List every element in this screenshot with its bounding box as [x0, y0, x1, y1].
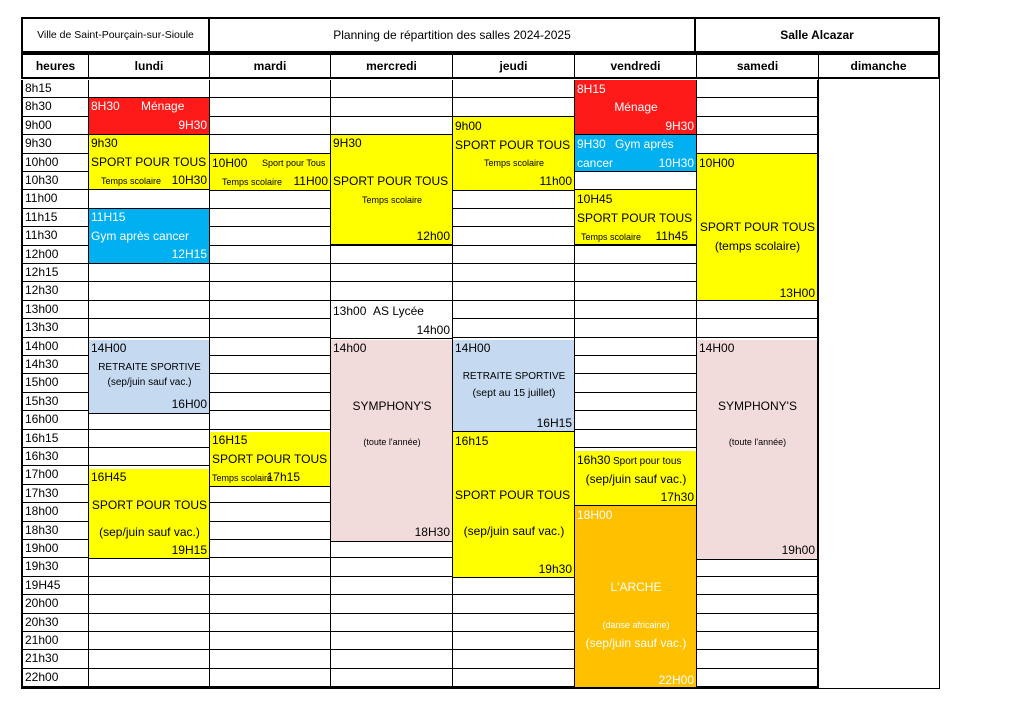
- event-end: 12H15: [171, 246, 207, 261]
- time-label: 20h30: [21, 614, 89, 632]
- event-end: 11H00: [293, 173, 328, 188]
- schedule-cell: [210, 595, 331, 613]
- schedule-cell: [210, 98, 331, 116]
- schedule-cell: [331, 669, 453, 687]
- event-name: Gym après: [615, 137, 674, 152]
- schedule-cell: [331, 80, 453, 98]
- column-header-vendredi: vendredi: [574, 53, 697, 79]
- event-start: 9H30: [333, 136, 362, 151]
- schedule-cell: [89, 595, 210, 613]
- schedule-cell: [453, 650, 575, 668]
- schedule-cell: [89, 577, 210, 595]
- event-note: (sep/juin sauf vac.): [99, 524, 200, 539]
- schedule-cell: [89, 650, 210, 668]
- schedule-cell: [89, 319, 210, 337]
- column-header-lundi: lundi: [88, 53, 210, 79]
- schedule-cell: [331, 540, 453, 558]
- event-mercredi-as-lycee: [331, 302, 453, 339]
- schedule-cell: [89, 301, 210, 319]
- event-name: SPORT POUR TOUS: [91, 497, 208, 512]
- time-label: 10h00: [21, 154, 89, 172]
- schedule-cell: [210, 338, 331, 356]
- schedule-cell: [697, 98, 818, 116]
- event-lundi-sport-pour-tous: [89, 135, 210, 190]
- event-name: RETRAITE SPORTIVE: [462, 371, 566, 383]
- schedule-cell: [575, 319, 697, 337]
- event-lundi-sport-pour-tous-soir: [89, 469, 210, 559]
- event-name: SPORT POUR TOUS: [455, 137, 571, 152]
- schedule-cell: [331, 595, 453, 613]
- event-name-2: cancer: [577, 156, 614, 171]
- event-note: (sep/juin sauf vac.): [107, 377, 192, 389]
- time-label: 15h30: [21, 393, 89, 411]
- event-mardi-sport-pour-tous-soir: [210, 432, 331, 487]
- schedule-cell: [697, 577, 818, 595]
- event-vendredi-l-arche: [575, 506, 697, 689]
- schedule-cell: [210, 632, 331, 650]
- event-start: 10H00: [212, 155, 248, 170]
- event-samedi-symphonys: [697, 340, 818, 560]
- schedule-cell: [210, 135, 331, 153]
- schedule-cell: [89, 264, 210, 282]
- schedule-cell: [210, 411, 331, 429]
- column-header-dimanche: dimanche: [818, 53, 940, 79]
- event-end: 16H00: [171, 397, 207, 412]
- event-note: Temps scolaire: [483, 157, 545, 168]
- event-start: 9h30: [91, 136, 118, 151]
- event-vendredi-sport-pour-tous-soir: [575, 451, 697, 506]
- schedule-cell: [575, 172, 697, 190]
- schedule-cell: [697, 650, 818, 668]
- event-note: (sept au 15 juillet): [472, 387, 556, 400]
- time-label: 11h00: [21, 190, 89, 208]
- schedule-cell: [210, 614, 331, 632]
- column-header-mardi: mardi: [209, 53, 331, 79]
- event-jeudi-sport-pour-tous-soir: [453, 432, 575, 578]
- schedule-cell: [331, 632, 453, 650]
- event-end: 11h00: [539, 173, 572, 188]
- dimanche-column: [818, 79, 940, 689]
- schedule-cell: [453, 632, 575, 650]
- time-label: 12h30: [21, 282, 89, 300]
- room-name: Salle Alcazar: [694, 17, 940, 53]
- event-name: L'ARCHE: [610, 579, 662, 594]
- schedule-cell: [697, 632, 818, 650]
- event-end: 19H15: [171, 542, 207, 557]
- schedule-cell: [210, 485, 331, 503]
- event-end: 14h00: [416, 323, 450, 337]
- event-note: (temps scolaire): [714, 238, 801, 253]
- schedule-cell: [453, 319, 575, 337]
- event-note: (toute l'année): [728, 437, 787, 448]
- event-start: 10H45: [577, 192, 613, 207]
- event-name: RETRAITE SPORTIVE: [98, 362, 201, 374]
- schedule-cell: [331, 650, 453, 668]
- schedule-cell: [210, 669, 331, 687]
- schedule-cell: [89, 558, 210, 576]
- time-label: 13h00: [21, 301, 89, 319]
- time-label: 19H45: [21, 577, 89, 595]
- event-end: 19h00: [781, 543, 815, 558]
- event-note: Temps scolaire: [222, 176, 283, 187]
- column-header-jeudi: jeudi: [452, 53, 575, 79]
- schedule-cell: [575, 282, 697, 300]
- schedule-cell: [575, 246, 697, 264]
- time-label: 14h00: [21, 338, 89, 356]
- event-end: 19h30: [538, 562, 572, 577]
- event-start: 16h15: [455, 434, 489, 449]
- event-end: 12h00: [416, 229, 450, 244]
- event-end: 13H00: [779, 285, 815, 300]
- schedule-cell: [89, 190, 210, 208]
- event-note: Temps scolaire: [581, 232, 642, 243]
- schedule-cell: [331, 558, 453, 576]
- event-start: 16h30: [577, 452, 611, 467]
- schedule-cell: [210, 301, 331, 319]
- schedule-cell: [331, 264, 453, 282]
- schedule-cell: [89, 80, 210, 98]
- event-vendredi-sport-pour-tous: [575, 190, 697, 245]
- time-label: 21h00: [21, 632, 89, 650]
- schedule-cell: [453, 190, 575, 208]
- event-start: 8H15: [577, 82, 606, 96]
- schedule-cell: [697, 80, 818, 98]
- event-start: 14H00: [455, 341, 491, 356]
- event-note: Temps scolaire: [361, 195, 423, 206]
- event-name: SYMPHONY'S: [352, 399, 432, 414]
- event-name: SPORT POUR TOUS: [455, 488, 571, 503]
- event-start: 10H00: [699, 155, 735, 170]
- time-label: 19h00: [21, 540, 89, 558]
- time-label: 9h30: [21, 135, 89, 153]
- event-start: 8H30: [91, 99, 120, 114]
- event-end: 9H30: [178, 118, 207, 133]
- schedule-cell: [697, 595, 818, 613]
- event-name: SPORT POUR TOUS: [577, 211, 693, 226]
- event-samedi-sport-pour-tous: [697, 154, 818, 301]
- schedule-cell: [210, 190, 331, 208]
- schedule-cell: [89, 282, 210, 300]
- time-label: 20h00: [21, 595, 89, 613]
- event-lundi-gym-apres-cancer: [89, 209, 210, 264]
- schedule-cell: [575, 411, 697, 429]
- event-name: SPORT POUR TOUS: [333, 174, 449, 189]
- schedule-cell: [89, 632, 210, 650]
- schedule-cell: [697, 558, 818, 576]
- schedule-cell: [89, 669, 210, 687]
- schedule-cell: [697, 614, 818, 632]
- event-name: Gym après cancer: [91, 228, 190, 243]
- schedule-cell: [331, 117, 453, 135]
- schedule-cell: [331, 98, 453, 116]
- schedule-cell: [210, 540, 331, 558]
- schedule-cell: [210, 80, 331, 98]
- schedule-cell: [210, 393, 331, 411]
- schedule-cell: [453, 227, 575, 245]
- schedule-cell: [575, 264, 697, 282]
- event-start: 9h00: [455, 118, 482, 133]
- event-name: Sport pour tous: [613, 455, 682, 467]
- schedule-cell: [331, 246, 453, 264]
- schedule-cell: [210, 117, 331, 135]
- city-name: Ville de Saint-Pourçain-sur-Sioule: [21, 17, 210, 53]
- schedule-cell: [210, 650, 331, 668]
- event-start: 16H45: [91, 469, 127, 484]
- event-start: 14h00: [333, 341, 367, 356]
- schedule-cell: [89, 614, 210, 632]
- event-end: 17h15: [266, 470, 300, 485]
- schedule-cell: [453, 80, 575, 98]
- event-vendredi-gym-apres-cancer: [575, 135, 697, 172]
- event-end: 11h45: [655, 229, 688, 244]
- page-title: Planning de répartition des salles 2024-2025: [208, 17, 696, 53]
- schedule-cell: [575, 301, 697, 319]
- schedule-cell: [575, 356, 697, 374]
- column-header-hours: heures: [21, 53, 89, 79]
- schedule-cell: [210, 503, 331, 521]
- event-end: 16H15: [536, 416, 572, 431]
- event-note: Temps scolaire: [101, 176, 162, 187]
- schedule-cell: [453, 246, 575, 264]
- time-label: 19h30: [21, 558, 89, 576]
- time-label: 8h30: [21, 98, 89, 116]
- event-start: 14H00: [699, 341, 735, 356]
- event-note: (danse africaine): [602, 619, 670, 630]
- event-end: 9H30: [665, 119, 694, 133]
- schedule-cell: [210, 282, 331, 300]
- event-vendredi-menage: [575, 80, 697, 135]
- schedule-cell: [697, 117, 818, 135]
- event-mardi-sport-pour-tous: [210, 154, 331, 191]
- schedule-cell: [575, 393, 697, 411]
- schedule-cell: [453, 98, 575, 116]
- time-label: 22h00: [21, 669, 89, 687]
- schedule-cell: [210, 319, 331, 337]
- time-label: 21h30: [21, 650, 89, 668]
- schedule-cell: [331, 282, 453, 300]
- event-name: Ménage: [614, 100, 658, 114]
- event-start: 9H30: [577, 137, 606, 152]
- schedule-cell: [697, 301, 818, 319]
- event-mercredi-symphonys: [331, 340, 453, 542]
- time-label: 9h00: [21, 117, 89, 135]
- event-name: SPORT POUR TOUS: [91, 155, 207, 170]
- schedule-cell: [210, 246, 331, 264]
- time-label: 10h30: [21, 172, 89, 190]
- schedule-cell: [453, 209, 575, 227]
- schedule-cell: [453, 577, 575, 595]
- event-jeudi-retraite-sportive: [453, 340, 575, 432]
- schedule-cell: [575, 338, 697, 356]
- event-start: 18H00: [577, 507, 613, 522]
- schedule-cell: [575, 374, 697, 392]
- event-note: (sep/juin sauf vac.): [585, 471, 687, 486]
- event-name: SPORT POUR TOUS: [212, 452, 328, 467]
- event-note: (sep/juin sauf vac.): [463, 524, 565, 539]
- event-start: 11H15: [91, 209, 126, 224]
- schedule-cell: [331, 614, 453, 632]
- event-lundi-menage: [89, 98, 210, 135]
- time-label: 16h15: [21, 430, 89, 448]
- schedule-cell: [210, 356, 331, 374]
- schedule-cell: [331, 577, 453, 595]
- schedule-cell: [453, 595, 575, 613]
- event-start: 14H00: [91, 341, 127, 356]
- event-note-2: (sep/juin sauf vac.): [585, 635, 687, 650]
- time-label: 18h00: [21, 503, 89, 521]
- event-lundi-retraite-sportive: [89, 340, 210, 414]
- time-label: 11h30: [21, 227, 89, 245]
- time-label: 11h15: [21, 209, 89, 227]
- schedule-cell: [210, 209, 331, 227]
- event-name: Sport pour Tous: [262, 157, 326, 168]
- event-name: AS Lycée: [373, 304, 424, 318]
- time-label: 12h15: [21, 264, 89, 282]
- schedule-cell: [210, 577, 331, 595]
- schedule-cell: [453, 614, 575, 632]
- schedule-cell: [575, 430, 697, 448]
- schedule-cell: [210, 264, 331, 282]
- event-name: SYMPHONY'S: [718, 399, 797, 414]
- schedule-cell: [453, 301, 575, 319]
- time-label: 16h30: [21, 448, 89, 466]
- time-label: 8h15: [21, 80, 89, 98]
- schedule-cell: [697, 669, 818, 687]
- schedule-cell: [210, 374, 331, 392]
- time-label: 18h30: [21, 522, 89, 540]
- time-label: 13h30: [21, 319, 89, 337]
- event-note: Temps scolaire: [212, 473, 273, 484]
- event-start: 16H15: [212, 433, 248, 448]
- time-label: 16h00: [21, 411, 89, 429]
- schedule-cell: [453, 264, 575, 282]
- event-end: 10H30: [658, 156, 694, 171]
- event-end: 18H30: [414, 525, 450, 540]
- time-label: 17h00: [21, 466, 89, 484]
- schedule-cell: [697, 319, 818, 337]
- event-note: (toute l'année): [363, 437, 421, 448]
- column-header-samedi: samedi: [696, 53, 819, 79]
- schedule-cell: [697, 135, 818, 153]
- time-label: 17h30: [21, 485, 89, 503]
- schedule-cell: [89, 448, 210, 466]
- event-end: 22H00: [658, 672, 694, 687]
- schedule-cell: [210, 558, 331, 576]
- time-label: 12h00: [21, 246, 89, 264]
- schedule-cell: [453, 669, 575, 687]
- column-header-mercredi: mercredi: [330, 53, 453, 79]
- time-label: 14h30: [21, 356, 89, 374]
- schedule-cell: [453, 282, 575, 300]
- table-bottom-border: [21, 687, 818, 689]
- event-name: Ménage: [141, 99, 185, 114]
- schedule-cell: [210, 522, 331, 540]
- event-start: 13h00: [333, 304, 367, 318]
- schedule-cell: [210, 227, 331, 245]
- event-end: 10H30: [171, 173, 207, 188]
- time-label: 15h00: [21, 374, 89, 392]
- event-name: SPORT POUR TOUS: [699, 219, 816, 234]
- schedule-cell: [89, 430, 210, 448]
- event-mercredi-sport-pour-tous: [331, 135, 453, 245]
- event-jeudi-sport-pour-tous: [453, 117, 575, 191]
- event-end: 17h30: [660, 489, 694, 504]
